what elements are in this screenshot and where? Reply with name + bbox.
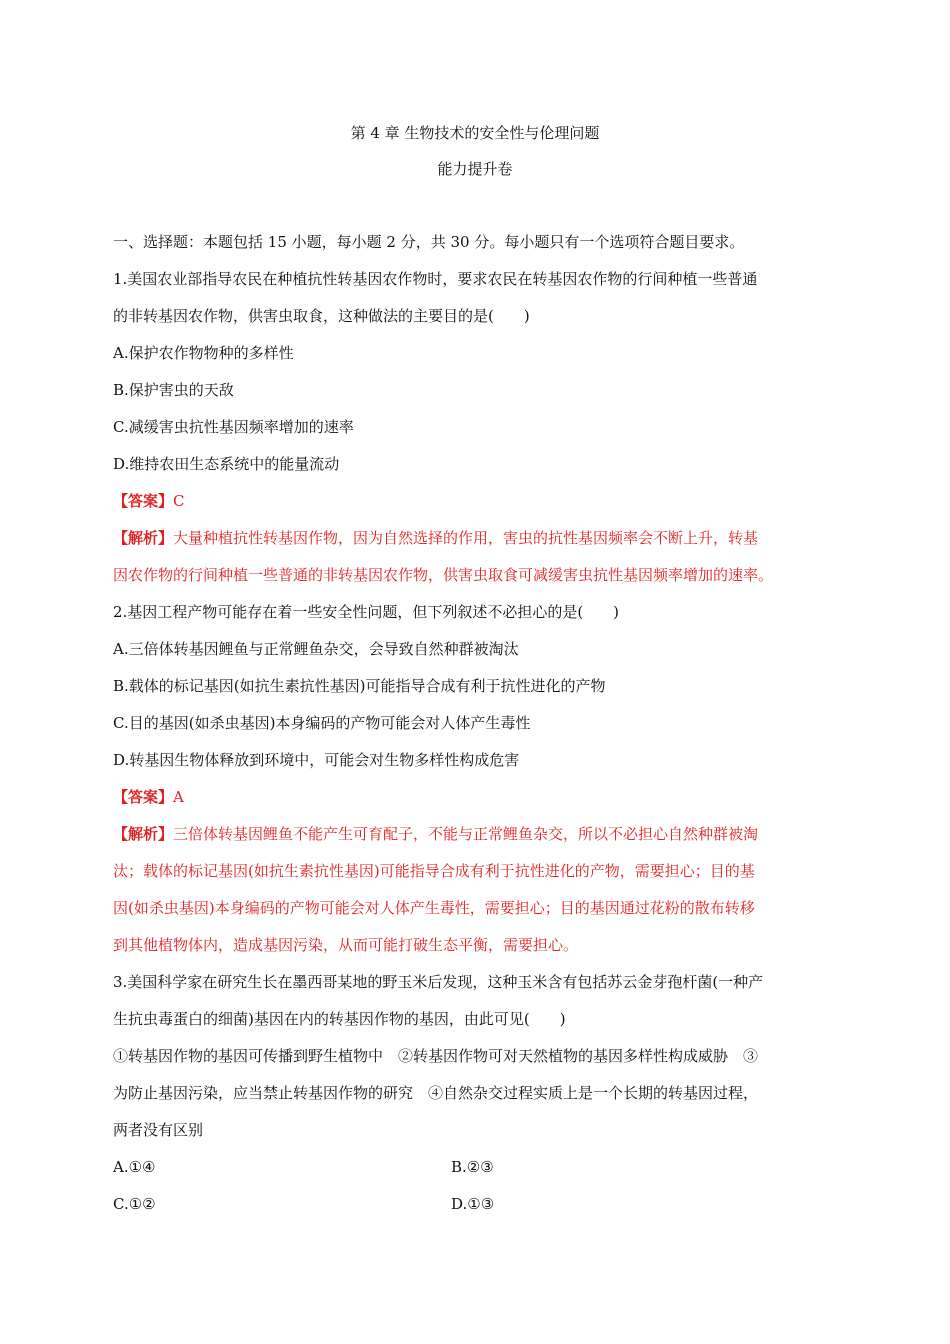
q1-analysis-line2: 因农作物的行间种植一些普通的非转基因农作物，供害虫取食可减缓害虫抗性基因频率增加的速率。 [113,566,774,584]
q1-option-b: B.保护害虫的天敌 [113,381,234,399]
q1-stem-line1: 1.美国农业部指导农民在种植抗性转基因农作物时，要求农民在转基因农作物的行间种植一些普通 [113,270,758,288]
q3-statements-line2: 为防止基因污染，应当禁止转基因作物的研究 ④自然杂交过程实质上是一个长期的转基因过程， [113,1084,759,1102]
q3-statements-line1: ①转基因作物的基因可传播到野生植物中 ②转基因作物可对天然植物的基因多样性构成威胁 ③ [113,1047,759,1065]
q2-analysis-line3: 因(如杀虫基因)本身编码的产物可能会对人体产生毒性，需要担心；目的基因通过花粉的散布转移 [113,899,755,917]
q1-analysis-line1 [113,520,837,557]
analysis-label: 【解析】 [113,529,174,547]
q3-option-d: D.①③ [451,1195,495,1213]
q3-option-c: C.①② [113,1195,156,1213]
question-1 [113,261,837,594]
q3-options-row2 [113,1186,837,1223]
page-subtitle: 能力提升卷 [437,160,513,178]
q1-option-c: C.减缓害虫抗性基因频率增加的速率 [113,418,354,436]
q2-option-c: C.目的基因(如杀虫基因)本身编码的产物可能会对人体产生毒性 [113,714,531,732]
q2-answer [113,779,837,816]
q3-option-b: B.②③ [451,1158,494,1176]
question-3 [113,964,837,1223]
q2-analysis-line2: 汰；载体的标记基因(如抗生素抗性基因)可能指导合成有利于抗性进化的产物，需要担心；目的基 [113,862,755,880]
q3-stem-line1: 3.美国科学家在研究生长在墨西哥某地的野玉米后发现，这种玉米含有包括苏云金芽孢杆菌(一种产 [113,973,764,991]
q2-stem: 2.基因工程产物可能存在着一些安全性问题，但下列叙述不必担心的是( ) [113,603,620,621]
q2-answer-value: A [173,788,184,806]
answer-label: 【答案】 [113,788,174,806]
q3-stem-line2: 生抗虫毒蛋白的细菌)基因在内的转基因作物的基因，由此可见( ) [113,1010,566,1028]
answer-label: 【答案】 [113,492,174,510]
q1-stem-line2: 的非转基因农作物，供害虫取食，这种做法的主要目的是( ) [113,307,530,325]
question-2 [113,594,837,964]
q2-option-d: D.转基因生物体释放到环境中，可能会对生物多样性构成危害 [113,751,520,769]
q1-answer [113,483,837,520]
section-header: 一、选择题：本题包括 15 小题，每小题 2 分，共 30 分。每小题只有一个选项符合题目要求。 [113,233,745,251]
q3-options-row1 [113,1149,837,1186]
q1-answer-value: C [173,492,185,510]
q1-option-a: A.保护农作物物种的多样性 [113,344,294,362]
q2-analysis-line4: 到其他植物体内，造成基因污染，从而可能打破生态平衡，需要担心。 [113,936,579,954]
analysis-label: 【解析】 [113,825,174,843]
q3-statements-line3: 两者没有区别 [113,1121,204,1139]
q2-option-b: B.载体的标记基因(如抗生素抗性基因)可能指导合成有利于抗性进化的产物 [113,677,606,695]
q2-analysis-line1 [113,816,837,853]
document-page [113,118,837,1223]
q1-analysis-text1: 大量种植抗性转基因作物，因为自然选择的作用，害虫的抗性基因频率会不断上升，转基 [173,529,759,547]
q1-option-d: D.维持农田生态系统中的能量流动 [113,455,340,473]
q3-option-a: A.①④ [113,1158,156,1176]
q2-option-a: A.三倍体转基因鲤鱼与正常鲤鱼杂交，会导致自然种群被淘汰 [113,640,519,658]
page-title: 第 4 章 生物技术的安全性与伦理问题 [350,124,600,142]
q2-analysis-text1: 三倍体转基因鲤鱼不能产生可育配子，不能与正常鲤鱼杂交，所以不必担心自然种群被淘 [173,825,759,843]
